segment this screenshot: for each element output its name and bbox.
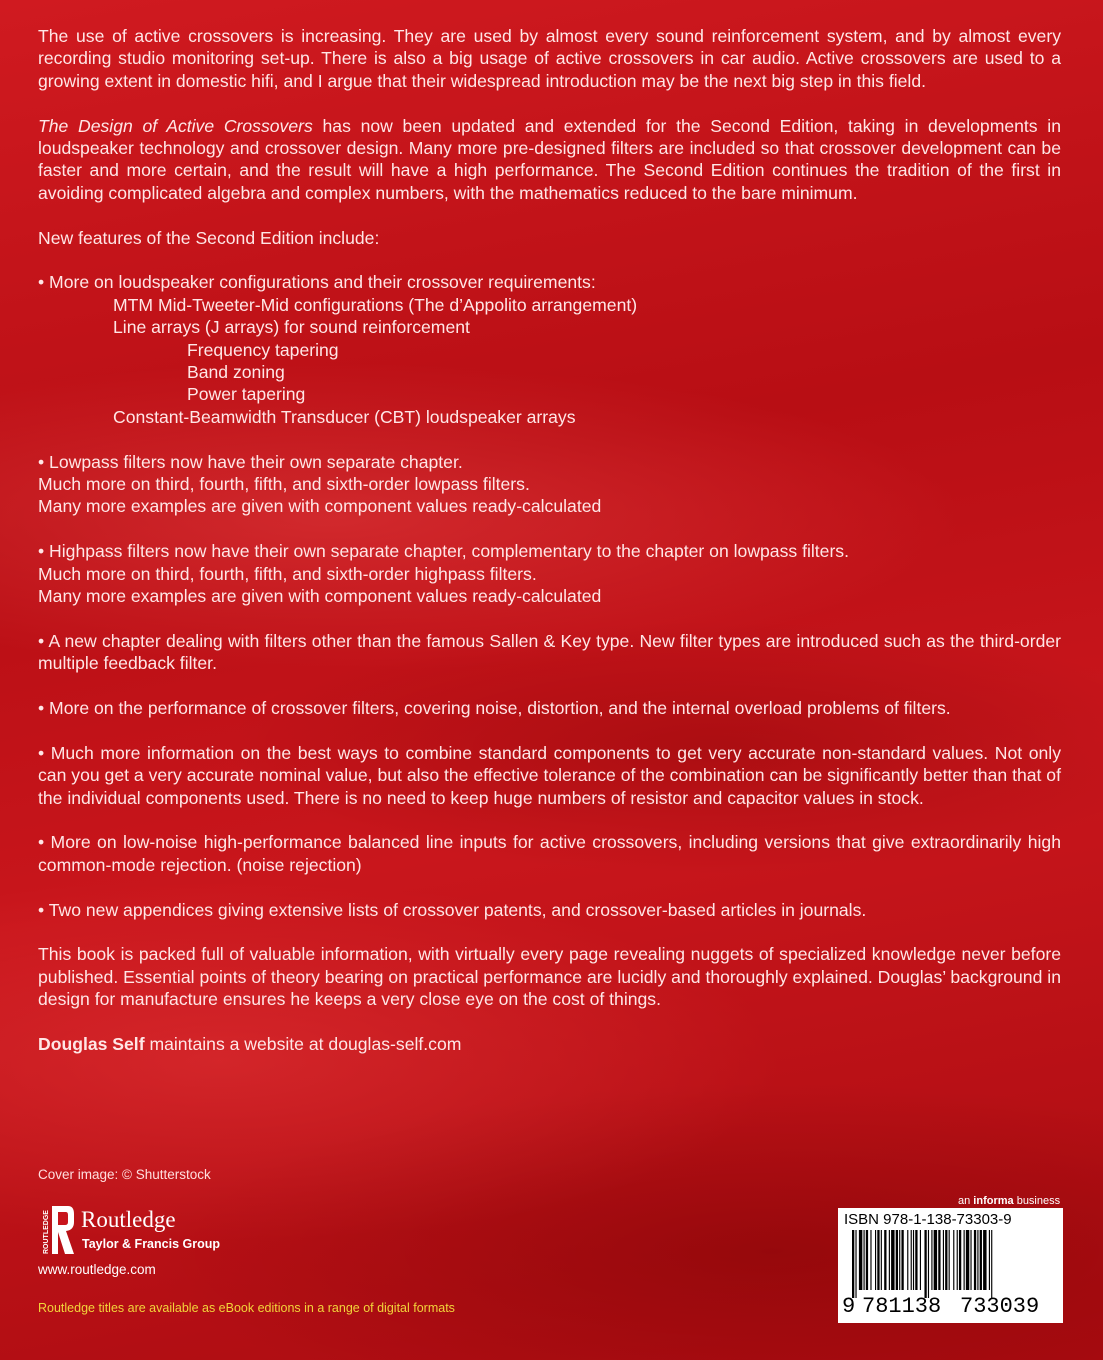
barcode-bar <box>875 1230 876 1290</box>
barcode-bar <box>870 1230 871 1290</box>
features-heading: New features of the Second Edition include: <box>38 227 380 248</box>
feature-line: • Lowpass filters now have their own separate chapter. <box>38 451 463 472</box>
feature-performance: • More on the performance of crossover filters, covering noise, distortion, and the internal overload problems of filters. <box>38 698 951 719</box>
ean-digits <box>838 1294 1063 1322</box>
barcode-bar <box>866 1230 868 1290</box>
barcode-bar <box>983 1230 986 1290</box>
barcode-bars <box>842 1230 1059 1298</box>
barcode-bar <box>934 1230 937 1290</box>
barcode-bar <box>896 1230 898 1290</box>
feature-lowpass <box>38 451 1061 518</box>
edition-paragraph <box>38 115 1061 205</box>
barcode-bar <box>913 1230 914 1290</box>
barcode-bar <box>911 1230 912 1290</box>
barcode-bar <box>949 1230 950 1290</box>
ebook-note: Routledge titles are available as eBook editions in a range of digital formats <box>38 1301 455 1315</box>
author-name: Douglas Self <box>38 1034 145 1055</box>
logo-vertical-text: ROUTLEDGE <box>43 1210 50 1254</box>
ean-left-group: 781138 <box>862 1294 942 1319</box>
publisher-url[interactable]: www.routledge.com <box>38 1262 156 1277</box>
barcode-bar <box>928 1230 929 1298</box>
closing-paragraph: This book is packed full of valuable information, with virtually every page revealing nuggets of specialized knowledge never before published. Essential points of theory bearing on practical performance are lucidly and thoroughly explained. Douglas’ background in design for manufacture ensures he keeps a very close eye on the cost of things. <box>38 944 1061 1010</box>
barcode-bar <box>920 1230 921 1290</box>
feature-line: • Highpass filters now have their own separate chapter, complementary to the chapter on lowpass filters. <box>38 541 849 562</box>
book-title: The Design of Active Crossovers <box>38 115 313 136</box>
informa-prefix: an <box>958 1195 974 1207</box>
feature-line: • More on loudspeaker configurations and their crossover requirements: <box>38 272 596 293</box>
author-line <box>38 1033 1061 1055</box>
barcode-bar <box>859 1230 862 1290</box>
barcode-bar <box>970 1230 971 1290</box>
feature-new-filters: • A new chapter dealing with filters other than the famous Sallen & Key type. New filter types are introduced such as the third-order multiple feedback filter. <box>38 630 1061 674</box>
feature-line: Line arrays (J arrays) for sound reinforcement <box>113 317 470 338</box>
barcode-bar <box>977 1230 978 1290</box>
back-cover-text <box>38 25 1061 1078</box>
ean-first-digit: 9 <box>842 1294 856 1319</box>
barcode-bar <box>943 1230 944 1290</box>
barcode-bar <box>915 1230 917 1290</box>
isbn-barcode <box>838 1208 1063 1323</box>
feature-line: Many more examples are given with component values ready-calculated <box>38 496 602 517</box>
barcode-bar <box>980 1230 982 1290</box>
barcode-bar <box>989 1230 990 1290</box>
routledge-logo <box>38 1204 238 1260</box>
feature-line: Much more on third, fourth, fifth, and sixth-order highpass filters. <box>38 563 537 584</box>
barcode-bar <box>964 1230 965 1290</box>
barcode-bar <box>959 1230 961 1290</box>
feature-balanced-inputs: • More on low-noise high-performance balanced line inputs for active crossovers, including versions that give extraordinarily high common-mode rejection. (noise rejection) <box>38 832 1061 875</box>
barcode-bar <box>991 1230 992 1298</box>
feature-line: Band zoning <box>187 362 285 383</box>
barcode-bar <box>884 1230 886 1290</box>
barcode-bar <box>931 1230 932 1290</box>
barcode-bar <box>953 1230 954 1290</box>
barcode-bar <box>974 1230 976 1290</box>
feature-line: Much more on third, fourth, fifth, and sixth-order lowpass filters. <box>38 474 530 495</box>
barcode-bar <box>852 1230 854 1298</box>
intro-paragraph: The use of active crossovers is increasing. They are used by almost every sound reinforcement system, and by almost every recording studio monitoring set-up. There is also a big usage of active crossovers in car audio. Active crossovers are used to a growing extent in domestic hifi, and I argue that their widespread introduction may be the next big step in this field. <box>38 26 1061 91</box>
barcode-bar <box>877 1230 879 1290</box>
cover-image-credit: Cover image: © Shutterstock <box>38 1167 211 1182</box>
routledge-r-icon <box>38 1204 74 1256</box>
author-website: maintains a website at douglas-self.com <box>144 1034 462 1055</box>
barcode-bar <box>891 1230 894 1290</box>
feature-line: Many more examples are given with component values ready-calculated <box>38 586 602 607</box>
barcode-bar <box>889 1230 890 1290</box>
barcode-bar <box>945 1230 947 1290</box>
feature-line: Frequency tapering <box>187 339 339 360</box>
feature-line: MTM Mid-Tweeter-Mid configurations (The d’Appolito arrangement) <box>113 294 638 315</box>
feature-appendices: • Two new appendices giving extensive lists of crossover patents, and crossover-based articles in journals. <box>38 899 867 920</box>
publisher-group: Taylor & Francis Group <box>82 1237 220 1251</box>
barcode-bar <box>864 1230 865 1290</box>
edition-paragraph-text: has now been updated and extended for the Second Edition, taking in developments in loudspeaker technology and crossover design. Many more pre-designed filters are included so that crossover development can be faster and more certain, and the result will have a high performance. The Second Edition continues the tradition of the first in avoiding complicated algebra and complex numbers, with the mathematics reduced to the bare minimum. <box>38 115 1061 203</box>
feature-components: • Much more information on the best ways to combine standard components to get very accurate non-standard values. Not only can you get a very accurate nominal value, but also the effective tolerance of the combination can be significantly better than that of the individual components used. There is no need to keep huge numbers of resistor and capacitor values in stock. <box>38 742 1061 808</box>
informa-word: informa <box>973 1195 1014 1207</box>
feature-loudspeaker-configs <box>38 271 1061 428</box>
barcode-bar <box>855 1230 856 1298</box>
feature-line: Constant-Beamwidth Transducer (CBT) loudspeaker arrays <box>113 406 576 427</box>
barcode-bar <box>924 1230 926 1298</box>
informa-tagline <box>958 1195 1060 1207</box>
publisher-name: Routledge <box>81 1207 176 1232</box>
feature-line: Power tapering <box>187 384 306 405</box>
barcode-bar <box>907 1230 908 1290</box>
feature-highpass <box>38 540 1061 607</box>
barcode-bar <box>966 1230 969 1290</box>
barcode-bar <box>899 1230 900 1290</box>
ean-right-group: 733039 <box>960 1294 1040 1319</box>
barcode-bar <box>938 1230 940 1290</box>
isbn-label: ISBN 978-1-138-73303-9 <box>844 1211 1012 1228</box>
barcode-bar <box>901 1230 903 1290</box>
informa-suffix: business <box>1013 1195 1061 1207</box>
barcode-bar <box>881 1230 882 1290</box>
barcode-bar <box>957 1230 958 1290</box>
